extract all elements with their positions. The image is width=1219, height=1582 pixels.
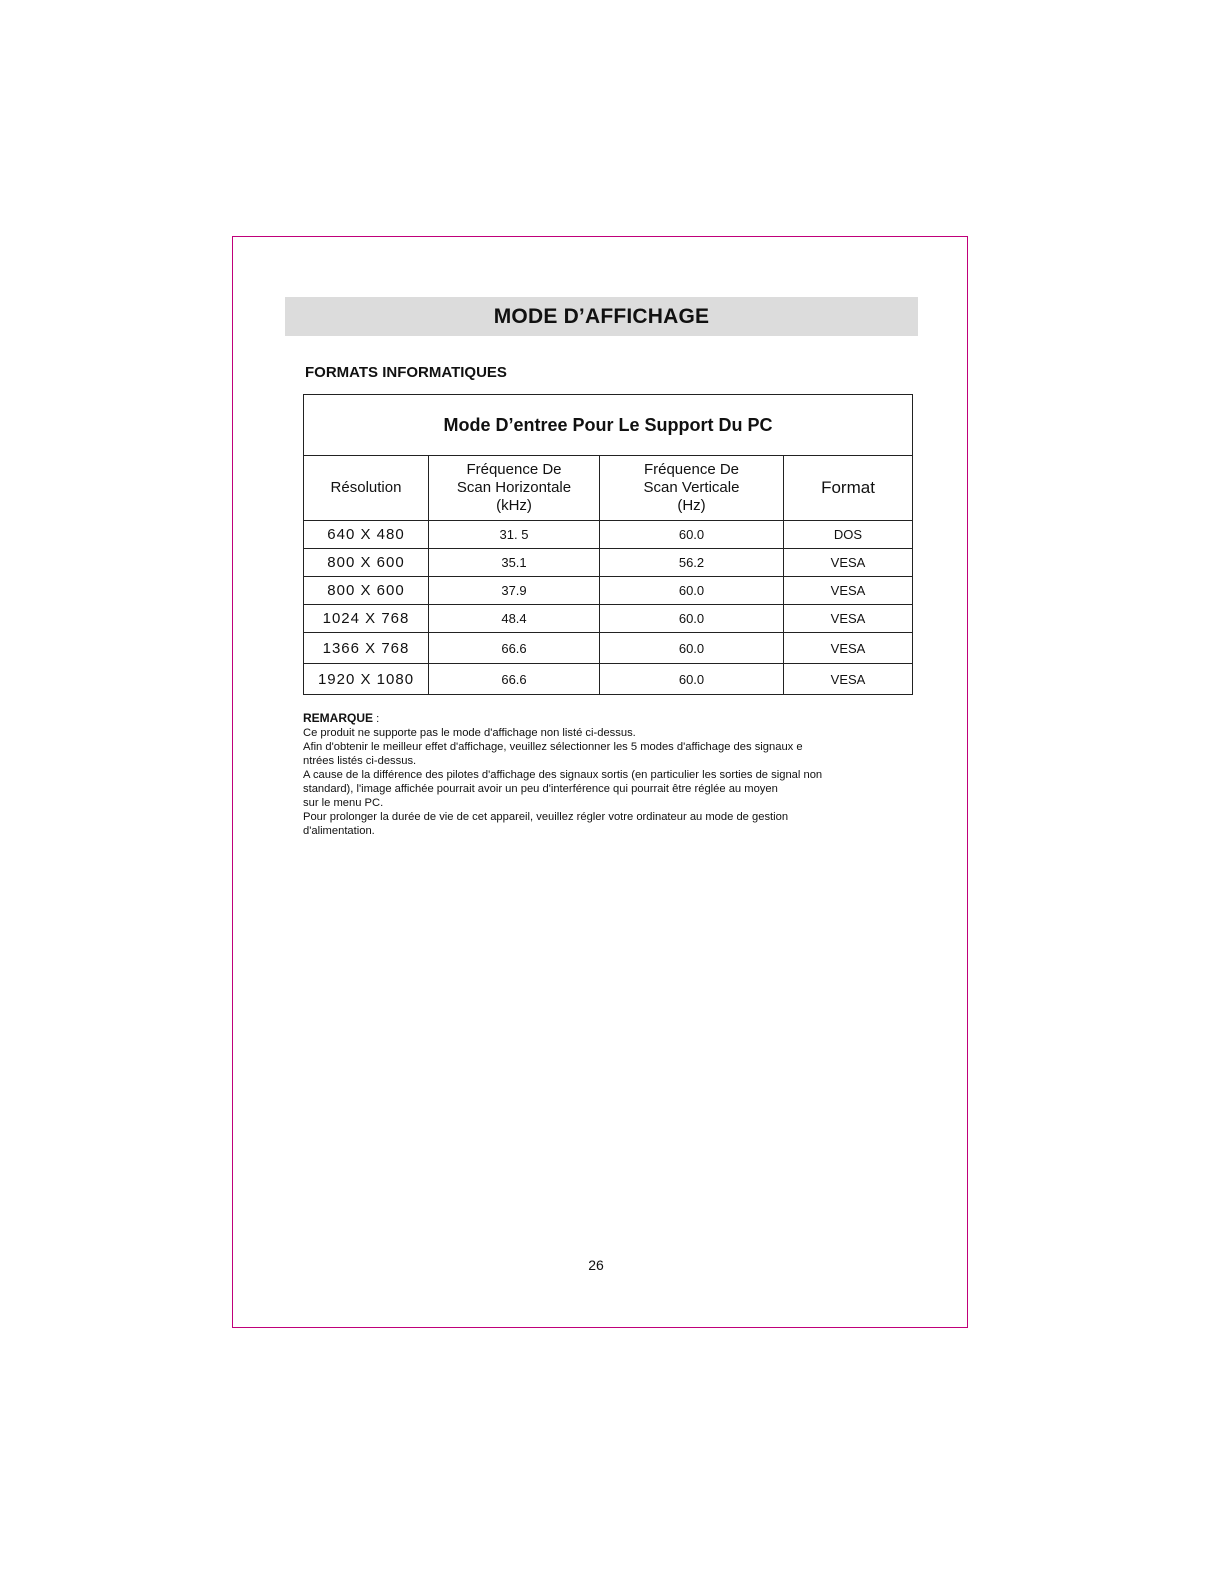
cell-resolution: 800 X 600 [304, 577, 429, 605]
column-header-format [784, 456, 913, 521]
page-title: MODE D’AFFICHAGE [493, 304, 710, 328]
column-header-line: (Hz) [677, 497, 706, 514]
cell-format: DOS [784, 521, 913, 549]
title-bar [285, 297, 918, 336]
remark-line: Afin d'obtenir le meilleur effet d'affichage, veuillez sélectionner les 5 modes d'affichage des signaux e [303, 741, 803, 753]
column-header-line: Fréquence De [643, 461, 740, 478]
cell-resolution: 1366 X 768 [304, 633, 429, 664]
remark-line: d'alimentation. [303, 825, 375, 837]
remark-block [303, 711, 903, 838]
column-header-line: Format [821, 478, 875, 497]
cell-horizontal-frequency: 48.4 [429, 605, 600, 633]
cell-horizontal-frequency: 35.1 [429, 549, 600, 577]
cell-horizontal-frequency: 66.6 [429, 633, 600, 664]
remark-line: Pour prolonger la durée de vie de cet appareil, veuillez régler votre ordinateur au mode de gestion [303, 811, 789, 823]
remark-line: ntrées listés ci-dessus. [303, 755, 417, 767]
remark-line: A cause de la différence des pilotes d'affichage des signaux sortis (en particulier les sorties de signal non [303, 769, 823, 781]
cell-vertical-frequency: 60.0 [600, 521, 784, 549]
column-header-line: Résolution [330, 479, 402, 496]
table-row [304, 521, 913, 549]
cell-horizontal-frequency: 31. 5 [429, 521, 600, 549]
column-header-line: Fréquence De [466, 461, 562, 478]
remark-line: Ce produit ne supporte pas le mode d'affichage non listé ci-dessus. [303, 727, 636, 739]
table-caption: Mode D’entree Pour Le Support Du PC [304, 395, 913, 456]
table-row [304, 633, 913, 664]
remark-line: standard), l'image affichée pourrait avoir un peu d'interférence qui pourrait être réglée au moyen [303, 783, 778, 795]
cell-vertical-frequency: 60.0 [600, 577, 784, 605]
cell-format: VESA [784, 633, 913, 664]
section-heading: FORMATS INFORMATIQUES [305, 364, 507, 381]
cell-vertical-frequency: 56.2 [600, 549, 784, 577]
table-row [304, 549, 913, 577]
column-header-line: (kHz) [496, 497, 532, 514]
cell-resolution: 640 X 480 [304, 521, 429, 549]
cell-resolution: 800 X 600 [304, 549, 429, 577]
column-header-resolution [304, 456, 429, 521]
column-header-horizontal-frequency [429, 456, 600, 521]
column-header-line: Scan Verticale [643, 479, 740, 496]
cell-vertical-frequency: 60.0 [600, 605, 784, 633]
remark-line: sur le menu PC. [303, 797, 384, 809]
remark-label-suffix: : [373, 713, 380, 725]
table-row [304, 605, 913, 633]
cell-vertical-frequency: 60.0 [600, 633, 784, 664]
cell-resolution: 1024 X 768 [304, 605, 429, 633]
cell-format: VESA [784, 605, 913, 633]
remark-heading [303, 711, 903, 726]
column-header-vertical-frequency [600, 456, 784, 521]
cell-horizontal-frequency: 37.9 [429, 577, 600, 605]
page-number: 26 [588, 1257, 604, 1273]
table-row [304, 664, 913, 695]
cell-vertical-frequency: 60.0 [600, 664, 784, 695]
pc-mode-table [303, 394, 913, 695]
cell-format: VESA [784, 549, 913, 577]
cell-horizontal-frequency: 66.6 [429, 664, 600, 695]
remark-label: REMARQUE [303, 711, 374, 725]
cell-format: VESA [784, 664, 913, 695]
cell-resolution: 1920 X 1080 [304, 664, 429, 695]
table-row [304, 577, 913, 605]
cell-format: VESA [784, 577, 913, 605]
column-header-line: Scan Horizontale [456, 479, 572, 496]
